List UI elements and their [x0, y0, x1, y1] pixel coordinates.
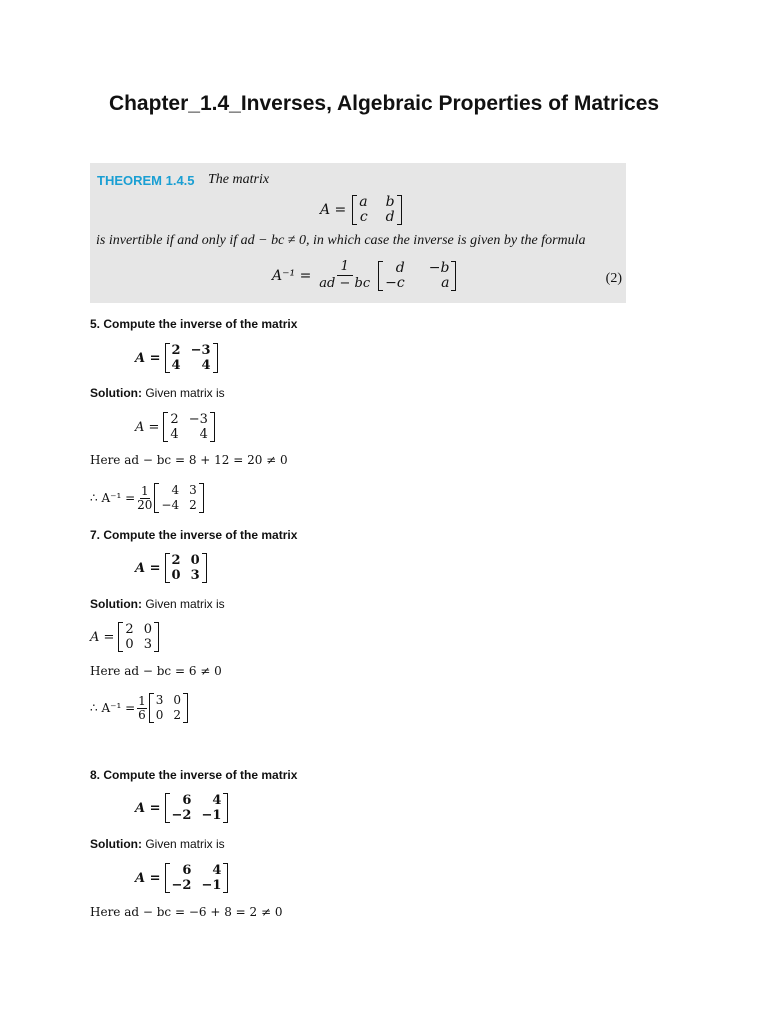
page-title: Chapter_1.4_Inverses, Algebraic Properties of Matrices [108, 92, 660, 115]
matrix-cell: 3 [155, 693, 164, 707]
matrix-cell: 2 [189, 498, 197, 512]
problem-7-matrix-bold: A = 2 0 0 3 [135, 553, 207, 583]
matrix-cell: 3 [143, 637, 152, 652]
matrix-cell: d [395, 259, 405, 276]
solution-5: Solution: Given matrix is [90, 386, 225, 400]
matrix-cell: 2 [170, 412, 179, 427]
matrix-cell: −4 [161, 498, 180, 512]
problem-5-matrix-bold: A = 2 −3 4 4 [135, 343, 218, 373]
matrix-cell: a [359, 194, 368, 210]
theorem-matrix-equation [320, 195, 402, 225]
matrix-cell: 4 [201, 358, 211, 373]
matrix-cell: 0 [125, 637, 134, 652]
matrix-cell: b [385, 194, 395, 210]
matrix-cell: 0 [171, 568, 181, 583]
matrix-cell: −1 [201, 878, 222, 893]
inverse-7: ∴ A⁻¹ = $\frac{1}{6}$ 3 0 0 2 [90, 693, 188, 723]
matrix-cell: −2 [171, 878, 192, 893]
theorem-box [90, 163, 626, 303]
matrix-cell: 0 [190, 553, 200, 568]
theorem-inverse-lhs: A⁻¹ = [272, 267, 312, 284]
matrix-cell: −3 [190, 343, 211, 358]
determinant-5: Here ad − bc = 8 + 12 = 20 ≠ 0 [90, 453, 288, 467]
inverse-5: ∴ A⁻¹ = $\frac{1}{20}$ 4 3 −4 2 [90, 483, 204, 513]
matrix-cell: a [441, 274, 450, 291]
question-7: 7. Compute the inverse of the matrix [90, 528, 298, 542]
matrix-cell: 6 [182, 863, 192, 878]
matrix-cell: −b [428, 259, 450, 276]
matrix-cell: 2 [173, 708, 182, 722]
theorem-matrix [352, 195, 401, 225]
theorem-intro: The matrix [208, 172, 270, 187]
question-8: 8. Compute the inverse of the matrix [90, 768, 298, 782]
matrix-cell: −3 [188, 412, 208, 427]
matrix-cell: −1 [201, 808, 222, 823]
problem-5-matrix: A = 2 −3 4 4 [135, 412, 215, 442]
matrix-cell: 3 [190, 568, 200, 583]
matrix-cell: 2 [125, 622, 134, 637]
matrix-cell: 2 [171, 343, 181, 358]
determinant-8: Here ad − bc = −6 + 8 = 2 ≠ 0 [90, 905, 283, 919]
matrix-cell: 4 [199, 427, 208, 442]
theorem-inverse-matrix [378, 261, 456, 291]
theorem-inverse-formula [272, 259, 456, 292]
theorem-label: THEOREM 1.4.5 [97, 173, 195, 188]
matrix-cell: −2 [171, 808, 192, 823]
matrix-cell: 4 [212, 793, 222, 808]
problem-8-matrix-bold: A = 6 4 −2 −1 [135, 793, 228, 823]
problem-7-matrix: A = 2 0 0 3 [90, 622, 159, 652]
theorem-condition: is invertible if and only if ad − bc ≠ 0, in which case the inverse is given by the formula [96, 233, 586, 248]
matrix-cell: c [359, 209, 368, 225]
matrix-cell: 0 [155, 708, 164, 722]
matrix-cell: 2 [171, 553, 181, 568]
matrix-cell: 6 [182, 793, 192, 808]
matrix-cell: 3 [189, 483, 197, 497]
matrix-cell: 4 [170, 427, 179, 442]
solution-7: Solution: Given matrix is [90, 597, 225, 611]
matrix-cell: 4 [212, 863, 222, 878]
question-5: 5. Compute the inverse of the matrix [90, 317, 298, 331]
theorem-lhs: A = [320, 202, 347, 218]
solution-8: Solution: Given matrix is [90, 837, 225, 851]
theorem-fraction: $\frac{1}{ad - bc}$ [319, 259, 371, 291]
matrix-cell: 4 [171, 358, 181, 373]
matrix-cell: 0 [143, 622, 152, 637]
matrix-cell: 4 [171, 483, 180, 497]
problem-8-matrix: A = 6 4 −2 −1 [135, 863, 228, 893]
equation-number: (2) [605, 271, 622, 286]
matrix-cell: d [385, 209, 395, 225]
determinant-7: Here ad − bc = 6 ≠ 0 [90, 664, 222, 678]
matrix-cell: 0 [173, 693, 182, 707]
matrix-cell: −c [385, 274, 405, 291]
